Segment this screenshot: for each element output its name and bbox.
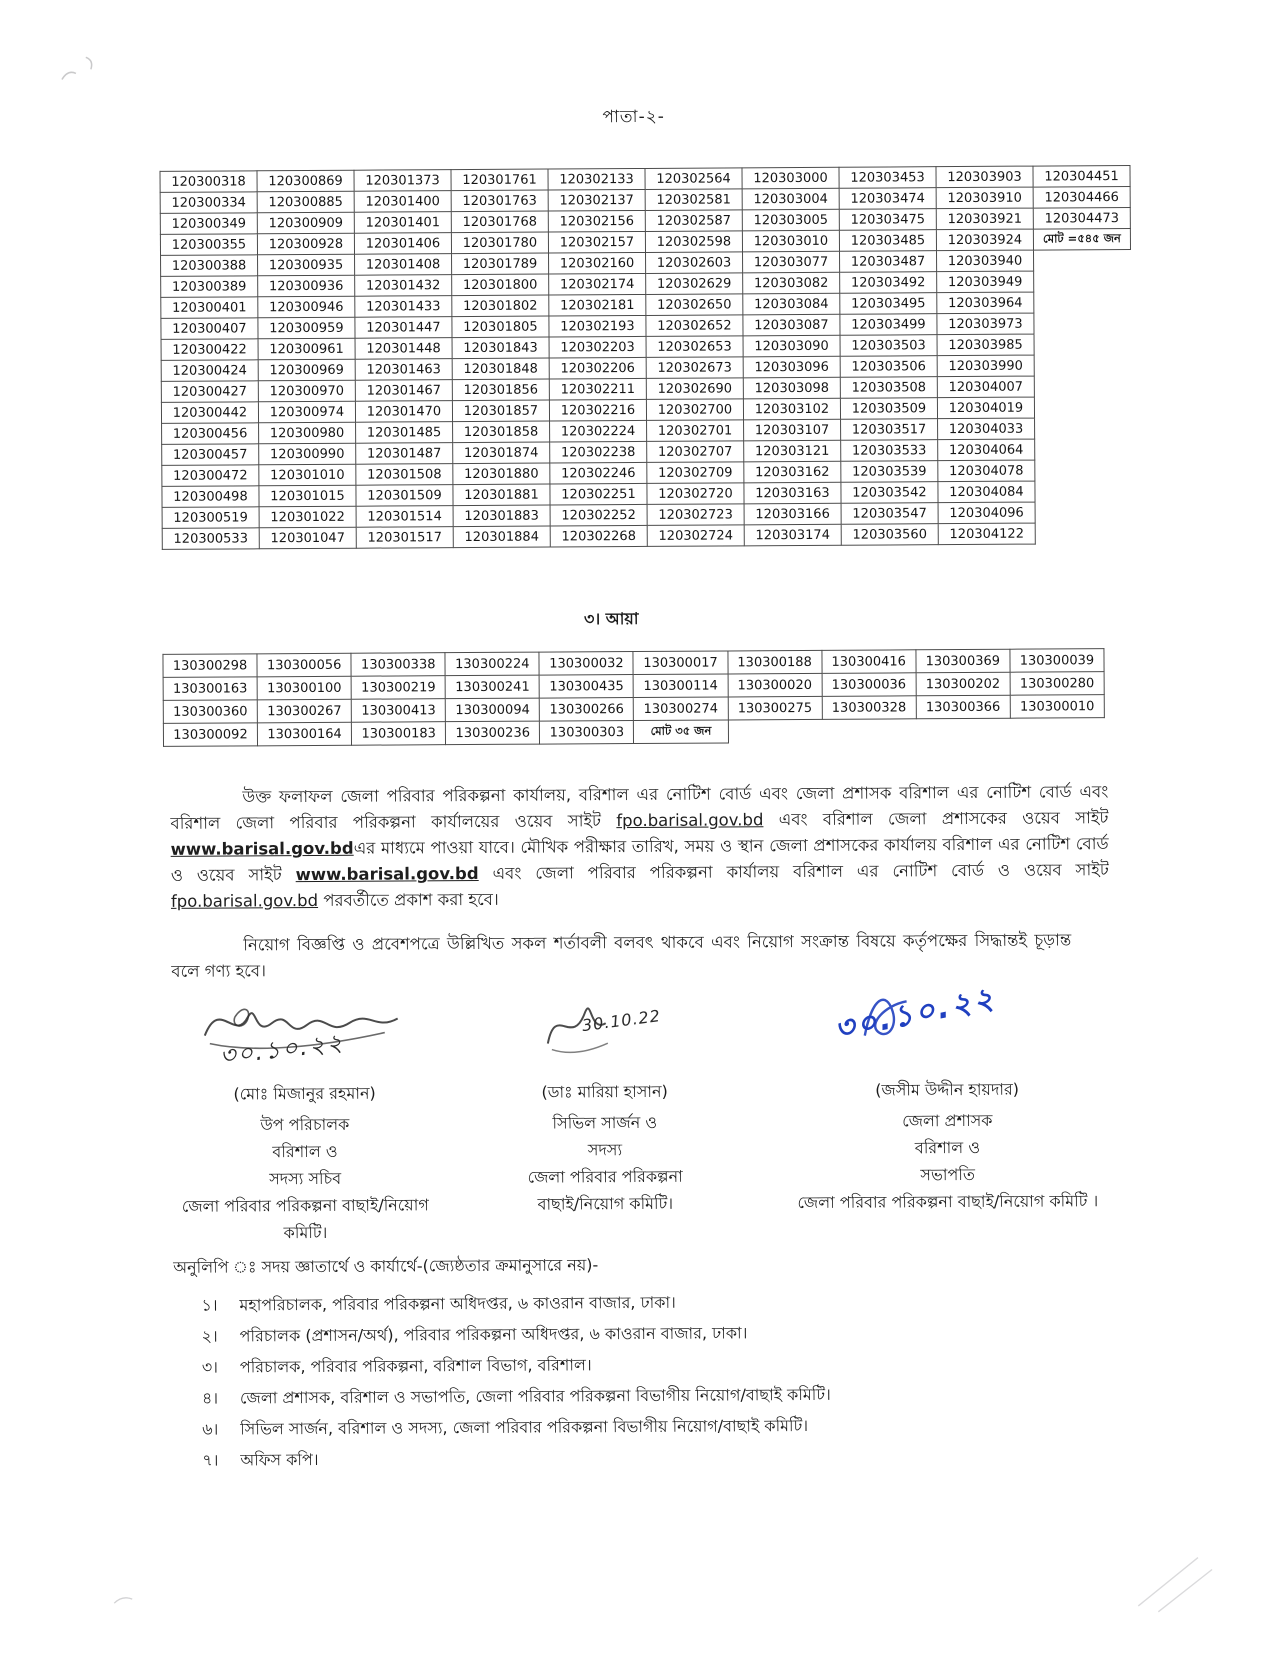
roll-number-cell: 120303077: [743, 251, 840, 273]
roll-number-cell: 120302653: [646, 336, 743, 358]
paragraph-text: এবং জেলা পরিবার পরিকল্পনা কার্যালয় বরিশাল এর নোটিশ বোর্ড ও ওয়েব সাইট: [478, 860, 1109, 883]
roll-number-cell: 120301843: [452, 337, 549, 359]
roll-number-cell: 120301856: [452, 379, 549, 401]
empty-cell: [1035, 480, 1132, 502]
roll-number-cell: 120303163: [744, 482, 841, 504]
roll-number-cell: 120300980: [259, 422, 356, 444]
roll-number-cell: 120301874: [453, 442, 550, 464]
roll-number-cell: 120303087: [743, 314, 840, 336]
roll-number-cell: 120300885: [257, 191, 354, 213]
copy-list: [173, 1284, 1094, 1476]
roll-number-cell: 120303973: [937, 313, 1034, 335]
roll-number-cell: 130300092: [163, 723, 257, 747]
roll-number-cell: 120302603: [646, 252, 743, 274]
roll-number-cell: 120302174: [549, 273, 646, 295]
roll-number-cell: 120300427: [161, 381, 258, 403]
total-count-cell: মোট =৫৪৫ জন: [1033, 228, 1130, 250]
copy-item-number: ৬।: [202, 1419, 219, 1439]
roll-number-cell: 120300422: [161, 339, 258, 361]
empty-cell: [822, 719, 916, 743]
roll-number-cell: 120300909: [257, 212, 354, 234]
roll-number-cell: 130300369: [916, 649, 1010, 673]
roll-number-cell: 120302156: [548, 210, 645, 232]
copy-item-number: ১।: [201, 1295, 218, 1315]
empty-cell: [1035, 522, 1132, 544]
roll-number-cell: 120303096: [743, 356, 840, 378]
roll-number-cell: 120303475: [839, 209, 936, 231]
roll-number-cell: 120304122: [938, 523, 1035, 545]
roll-number-cell: 120302133: [548, 168, 645, 190]
roll-number-cell: 130300164: [257, 722, 351, 746]
signature-3-date: ৩০.১০.২২: [831, 980, 1000, 1048]
roll-number-cell: 120301408: [355, 254, 452, 276]
roll-number-cell: 120301858: [453, 421, 550, 443]
roll-number-cell: 130300338: [351, 653, 445, 677]
roll-number-cell: 120300407: [161, 318, 258, 340]
roll-number-cell: 120301848: [452, 358, 549, 380]
copy-item-text: পরিচালক (প্রশাসন/অর্থ), পরিবার পরিকল্পনা অধিদপ্তর, ৬ কাওরান বাজার, ঢাকা।: [239, 1323, 748, 1346]
roll-number-cell: 120302206: [549, 357, 646, 379]
roll-number-cell: 120300869: [257, 170, 354, 192]
roll-number-cell: 120304033: [938, 418, 1035, 440]
roll-number-cell: 120303985: [937, 334, 1034, 356]
roll-number-cell: 120302720: [647, 483, 744, 505]
roll-number-cell: 120302216: [549, 399, 646, 421]
roll-number-cell: 120303503: [840, 335, 937, 357]
signature-section: [161, 982, 1133, 1247]
roll-number-cell: 120301508: [356, 464, 453, 486]
roll-number-cell: 120301780: [451, 232, 548, 254]
roll-number-cell: 120303082: [743, 272, 840, 294]
signature-1-name: (মোঃ মিজানুর রহমান): [233, 1083, 376, 1104]
roll-number-cell: 120301857: [452, 400, 549, 422]
roll-number-cell: 120301763: [451, 190, 548, 212]
roll-number-cell: 120302690: [646, 378, 743, 400]
roll-number-cell: 120301015: [259, 485, 356, 507]
roll-number-cell: 120301802: [452, 295, 549, 317]
roll-number-cell: 120303964: [937, 292, 1034, 314]
roll-number-cell: 120303506: [840, 356, 937, 378]
roll-number-cell: 120302157: [548, 231, 645, 253]
roll-number-table-1-wrap: [159, 165, 1132, 550]
roll-number-cell: 120302268: [550, 525, 647, 547]
roll-number-cell: 120301761: [451, 169, 548, 191]
roll-number-cell: 120301514: [356, 506, 453, 528]
roll-number-cell: 120302581: [645, 189, 742, 211]
roll-number-cell: 120303453: [839, 167, 936, 189]
signature-2-title: [480, 1108, 731, 1218]
roll-number-cell: 120300401: [161, 297, 258, 319]
roll-number-cell: 130300360: [163, 700, 257, 724]
roll-number-cell: 120303107: [744, 419, 841, 441]
roll-number-cell: 130300241: [445, 675, 539, 699]
roll-number-cell: 120300970: [258, 380, 355, 402]
roll-row: [163, 718, 1104, 747]
roll-number-cell: 120302246: [550, 462, 647, 484]
roll-number-cell: 120300355: [160, 234, 257, 256]
website-link-text: fpo.barisal.gov.bd: [616, 810, 764, 831]
signature-title-line: বাছাই/নিয়োগ কমিটি।: [537, 1193, 674, 1214]
roll-number-cell: 120302709: [647, 462, 744, 484]
signature-title-line: সদস্য: [587, 1140, 623, 1160]
roll-number-cell: 120300318: [160, 171, 257, 193]
signature-title-line: সভাপতি: [920, 1164, 975, 1185]
roll-number-cell: 120303474: [839, 188, 936, 210]
copy-item-text: জেলা প্রশাসক, বরিশাল ও সভাপতি, জেলা পরিবার পরিকল্পনা বিভাগীয় নিয়োগ/বাছাই কমিটি।: [239, 1384, 831, 1408]
roll-number-cell: 130300328: [822, 696, 916, 720]
roll-number-cell: 130300413: [351, 699, 445, 723]
signature-1-title: [162, 1110, 448, 1247]
roll-number-cell: 120303492: [840, 272, 937, 294]
roll-number-cell: 120304096: [938, 502, 1035, 524]
roll-number-cell: 120302652: [646, 315, 743, 337]
empty-cell: [1034, 396, 1131, 418]
roll-number-cell: 120300533: [162, 528, 259, 550]
roll-number-cell: 120300389: [161, 276, 258, 298]
website-link-text: fpo.barisal.gov.bd: [170, 890, 319, 911]
roll-number-cell: 120302598: [645, 231, 742, 253]
empty-cell: [1034, 375, 1131, 397]
roll-number-cell: 130300274: [634, 697, 728, 721]
roll-number-cell: 120303910: [936, 187, 1033, 209]
roll-number-cell: 120302701: [647, 420, 744, 442]
roll-number-cell: 130300416: [822, 650, 916, 674]
roll-number-cell: 120304466: [1033, 186, 1130, 208]
roll-number-cell: 120302707: [647, 441, 744, 463]
section-heading-aya: ৩। আয়া: [583, 608, 639, 629]
roll-number-cell: 120301448: [355, 338, 452, 360]
roll-number-cell: 120301789: [452, 253, 549, 275]
roll-number-cell: 120301509: [356, 485, 453, 507]
roll-number-cell: 120302203: [549, 336, 646, 358]
empty-cell: [1035, 417, 1132, 439]
roll-number-cell: 120301047: [259, 527, 356, 549]
total-count-cell: মোট ৩৫ জন: [634, 720, 728, 744]
roll-number-cell: 120302224: [550, 420, 647, 442]
roll-number-cell: 120300519: [162, 507, 259, 529]
roll-number-cell: 130300224: [445, 652, 539, 676]
signature-title-line: উপ পরিচালক: [260, 1114, 350, 1135]
signature-title-line: বরিশাল ও: [272, 1141, 338, 1162]
roll-number-table-1: [159, 165, 1132, 550]
copy-item-text: পরিচালক, পরিবার পরিকল্পনা, বরিশাল বিভাগ, বরিশাল।: [239, 1355, 592, 1377]
paragraph-text: এবং বরিশাল জেলা প্রশাসকের ওয়েব সাইট: [763, 808, 1109, 830]
roll-number-cell: 120303940: [937, 250, 1034, 272]
roll-number-cell: 120301800: [452, 274, 549, 296]
roll-number-cell: 130300017: [633, 651, 727, 675]
roll-number-cell: 130300010: [1010, 695, 1104, 719]
roll-number-cell: 120302587: [645, 210, 742, 232]
roll-number-table-2-wrap: [162, 648, 1105, 747]
roll-number-cell: 130300183: [352, 722, 446, 746]
roll-number-cell: 120302211: [549, 378, 646, 400]
copy-list-section: [173, 1249, 1094, 1476]
empty-cell: [1034, 270, 1131, 292]
roll-number-cell: 120304451: [1033, 165, 1130, 187]
copy-list-item: [174, 1439, 1094, 1476]
roll-number-cell: 120303547: [841, 503, 938, 525]
signature-2-name: (ডাঃ মারিয়া হাসান): [541, 1081, 668, 1102]
empty-cell: [1033, 249, 1130, 271]
roll-number-cell: 120300349: [160, 213, 257, 235]
signature-title-line: সিভিল সার্জন ও: [552, 1112, 658, 1133]
roll-number-cell: 130300039: [1010, 649, 1104, 673]
signature-1-date: ৩০.১০.২২: [218, 1028, 346, 1071]
roll-number-cell: 120301433: [355, 296, 452, 318]
roll-number-cell: 120303102: [743, 398, 840, 420]
paragraph-text: পরবর্তীতে প্রকাশ করা হবে।: [317, 889, 499, 910]
paragraph-text: নিয়োগ বিজ্ঞপ্তি ও প্রবেশপত্রে উল্লিখিত সকল শর্তাবলী বলবৎ থাকবে এবং নিয়োগ সংক্রান্ত বিষয়ে কর্তৃপক্ষের সিদ্ধান্তই চূড়ান্ত বলে গণ্য হবে।: [171, 930, 1072, 981]
roll-number-cell: 120302181: [549, 294, 646, 316]
roll-number-cell: 120301463: [355, 359, 452, 381]
roll-number-cell: 120303098: [743, 377, 840, 399]
roll-number-cell: 120303903: [936, 166, 1033, 188]
roll-number-table-2: [162, 648, 1105, 747]
roll-number-cell: 120303533: [841, 440, 938, 462]
roll-number-cell: 130300280: [1010, 672, 1104, 696]
empty-cell: [1010, 718, 1104, 742]
roll-number-cell: 120302673: [646, 357, 743, 379]
roll-number-cell: 130300435: [539, 675, 633, 699]
website-link-text: www.barisal.gov.bd: [295, 863, 479, 885]
roll-number-cell: 120301432: [355, 275, 452, 297]
roll-number-cell: 120302160: [549, 252, 646, 274]
roll-number-cell: 120301447: [355, 317, 452, 339]
roll-number-cell: 120303542: [841, 482, 938, 504]
roll-number-cell: 130300094: [446, 698, 540, 722]
roll-number-cell: 120301373: [354, 170, 451, 192]
signature-3-handwriting: [761, 982, 1132, 1076]
roll-number-cell: 120300935: [258, 254, 355, 276]
signature-title-line: জেলা পরিবার পরিকল্পনা: [527, 1166, 683, 1187]
results-publication-paragraph: [170, 779, 1109, 915]
empty-cell: [916, 718, 1010, 742]
roll-number-cell: 120303005: [742, 209, 839, 231]
roll-number-cell: 120300472: [162, 465, 259, 487]
roll-number-cell: 120303121: [744, 440, 841, 462]
roll-number-cell: 130300032: [539, 652, 633, 676]
copy-item-text: মহাপরিচালক, পরিবার পরিকল্পনা অধিদপ্তর, ৬ কাওরান বাজার, ঢাকা।: [239, 1292, 676, 1315]
roll-number-cell: 120303517: [841, 419, 938, 441]
roll-number-cell: 120301880: [453, 463, 550, 485]
roll-number-cell: 120302564: [645, 168, 742, 190]
roll-number-cell: 130300163: [163, 677, 257, 701]
signature-block-deputy-director: [161, 986, 448, 1247]
roll-number-cell: 120300424: [161, 360, 258, 382]
roll-number-cell: 120300961: [258, 338, 355, 360]
roll-number-cell: 120302193: [549, 315, 646, 337]
roll-number-cell: 120303499: [840, 314, 937, 336]
signature-1-handwriting: [161, 986, 447, 1080]
roll-number-cell: 120301470: [355, 401, 452, 423]
roll-number-cell: 120303485: [839, 230, 936, 252]
roll-number-cell: 120302723: [647, 504, 744, 526]
roll-number-cell: 120302238: [550, 441, 647, 463]
empty-cell: [1035, 501, 1132, 523]
signature-block-district-commissioner: [761, 982, 1132, 1216]
roll-number-cell: 120303495: [840, 293, 937, 315]
roll-number-cell: 120301401: [354, 212, 451, 234]
roll-number-cell: 130300275: [728, 696, 822, 720]
roll-number-cell: 130300266: [540, 698, 634, 722]
signature-2-handwriting: [479, 984, 730, 1078]
roll-number-cell: 120300388: [161, 255, 258, 277]
signature-title-line: জেলা পরিবার পরিকল্পনা বাছাই/নিয়োগ: [181, 1195, 429, 1216]
roll-number-cell: 120301485: [356, 422, 453, 444]
roll-number-cell: 120301883: [453, 505, 550, 527]
website-link-text: www.barisal.gov.bd: [170, 838, 354, 859]
signature-title-line: জেলা পরিবার পরিকল্পনা বাছাই/নিয়োগ কমিটি ।: [797, 1191, 1099, 1213]
roll-number-cell: 130300036: [822, 673, 916, 697]
roll-number-cell: 120304019: [937, 397, 1034, 419]
copy-item-number: ২।: [201, 1326, 218, 1346]
roll-number-cell: 120300969: [258, 359, 355, 381]
roll-number-cell: 130300366: [916, 695, 1010, 719]
roll-number-cell: 120300457: [162, 444, 259, 466]
roll-number-cell: 120303560: [841, 524, 938, 546]
roll-number-cell: 130300267: [257, 699, 351, 723]
roll-number-cell: 120303924: [936, 229, 1033, 251]
roll-number-cell: 120303166: [744, 503, 841, 525]
roll-number-cell: 120301467: [355, 380, 452, 402]
signature-3-title: [762, 1106, 1133, 1216]
roll-number-cell: 120302700: [646, 399, 743, 421]
empty-cell: [1034, 291, 1131, 313]
roll-number-cell: 120300974: [258, 401, 355, 423]
roll-number-cell: 120301881: [453, 484, 550, 506]
roll-number-cell: 120304078: [938, 460, 1035, 482]
roll-number-cell: 120304473: [1033, 207, 1130, 229]
scan-artifact-corner-lines: [1130, 1543, 1225, 1619]
roll-number-cell: 120303990: [937, 355, 1034, 377]
roll-number-cell: 120300456: [162, 423, 259, 445]
scan-artifact-small-mark: [108, 1583, 148, 1611]
roll-number-cell: 120300990: [259, 443, 356, 465]
roll-number-cell: 130300236: [446, 721, 540, 745]
signature-title-line: জেলা প্রশাসক: [902, 1110, 993, 1131]
roll-number-cell: 130300100: [257, 676, 351, 700]
roll-number-cell: 120301517: [356, 527, 453, 549]
roll-number-cell: 120300498: [162, 486, 259, 508]
roll-number-cell: 120303162: [744, 461, 841, 483]
empty-cell: [1035, 438, 1132, 460]
copy-item-number: ৭।: [202, 1450, 219, 1470]
roll-number-cell: 130300188: [728, 650, 822, 674]
empty-cell: [1035, 459, 1132, 481]
signature-block-civil-surgeon: [479, 984, 730, 1218]
roll-number-cell: 120301400: [354, 191, 451, 213]
roll-number-cell: 120300928: [257, 233, 354, 255]
copy-item-number: ৩।: [201, 1357, 218, 1377]
signature-title-line: কমিটি।: [283, 1222, 328, 1243]
scan-artifact-pencil-mark: [54, 49, 114, 89]
roll-number-cell: 120303539: [841, 461, 938, 483]
roll-number-cell: 120303090: [743, 335, 840, 357]
roll-number-cell: 120304007: [937, 376, 1034, 398]
copy-item-number: ৪।: [201, 1388, 219, 1408]
signature-title-line: বরিশাল ও: [914, 1137, 981, 1158]
roll-number-cell: 120304084: [938, 481, 1035, 503]
signature-title-line: সদস্য সচিব: [269, 1168, 342, 1189]
roll-number-cell: 120303000: [742, 167, 839, 189]
empty-cell: [1034, 333, 1131, 355]
roll-number-cell: 120303508: [840, 377, 937, 399]
roll-number-cell: 120300936: [258, 275, 355, 297]
copy-item-text: সিভিল সার্জন, বরিশাল ও সদস্য, জেলা পরিবার পরিকল্পনা বিভাগীয় নিয়োগ/বাছাই কমিটি।: [240, 1415, 809, 1439]
roll-number-cell: 120304064: [938, 439, 1035, 461]
roll-number-cell: 120301768: [451, 211, 548, 233]
roll-number-cell: 120302251: [550, 483, 647, 505]
empty-cell: [1034, 354, 1131, 376]
roll-number-cell: 130300114: [634, 674, 728, 698]
roll-number-cell: 120302252: [550, 504, 647, 526]
roll-number-cell: 120301406: [354, 233, 451, 255]
roll-number-cell: 130300298: [163, 654, 257, 678]
roll-number-cell: 120301487: [356, 443, 453, 465]
roll-number-cell: 120303004: [742, 188, 839, 210]
roll-number-cell: 120301022: [259, 506, 356, 528]
roll-number-cell: 130300020: [728, 673, 822, 697]
roll-number-cell: 120302650: [646, 294, 743, 316]
roll-number-cell: 120302629: [646, 273, 743, 295]
roll-number-cell: 120301010: [259, 464, 356, 486]
signature-3-name: (জসীম উদ্দীন হায়দার): [875, 1079, 1020, 1100]
copy-list-heading: অনুলিপি ঃ সদয় জ্ঞাতার্থে ও কার্যার্থে-(জ্যেষ্ঠতার ক্রমানুসারে নয়)-: [173, 1255, 599, 1277]
roll-number-cell: 120303174: [744, 524, 841, 546]
roll-number-cell: 130300219: [351, 676, 445, 700]
copy-item-text: অফিস কপি।: [240, 1449, 319, 1470]
roll-number-cell: 120302724: [647, 525, 744, 547]
terms-paragraph: [171, 927, 1071, 984]
roll-number-cell: 120303949: [937, 271, 1034, 293]
paragraph-text: উক্ত ফলাফল জেলা পরিবার পরিকল্পনা কার্যালয়, বরিশাল এর নোটিশ বোর্ড এবং জেলা প্রশাসক বরিশাল এর নোটিশ বোর্ড এবং বরিশাল জেলা পরিবার পরিকল্পনা কার্যালয়ের ওয়েব সাইট: [170, 782, 1109, 833]
paragraph-text: এর মাধ্যমে পাওয়া যাবে। মৌখিক পরীক্ষার তারিখ, সময় ও স্থান জেলা প্রশাসকের কার্যালয় বরিশাল এর নোটিশ বোর্ড ও ওয়েব সাইট: [170, 834, 1109, 885]
roll-number-cell: 120303509: [840, 398, 937, 420]
roll-number-cell: 130300202: [916, 672, 1010, 696]
page-number-title: পাতা-২-: [602, 106, 665, 128]
roll-number-cell: 120301884: [453, 526, 550, 548]
roll-number-cell: 120300442: [161, 402, 258, 424]
empty-cell: [728, 719, 822, 743]
roll-number-cell: 120303010: [742, 230, 839, 252]
roll-number-cell: 120303487: [840, 251, 937, 273]
roll-number-cell: 130300303: [540, 721, 634, 745]
empty-cell: [1034, 312, 1131, 334]
roll-number-cell: 130300056: [257, 653, 351, 677]
roll-number-cell: 120303084: [743, 293, 840, 315]
signature-2-date: 30.10.22: [580, 1006, 662, 1036]
roll-number-cell: 120300959: [258, 317, 355, 339]
roll-number-cell: 120300946: [258, 296, 355, 318]
roll-number-cell: 120302137: [548, 189, 645, 211]
roll-number-cell: 120300334: [160, 192, 257, 214]
roll-number-cell: 120303921: [936, 208, 1033, 230]
roll-number-cell: 120301805: [452, 316, 549, 338]
